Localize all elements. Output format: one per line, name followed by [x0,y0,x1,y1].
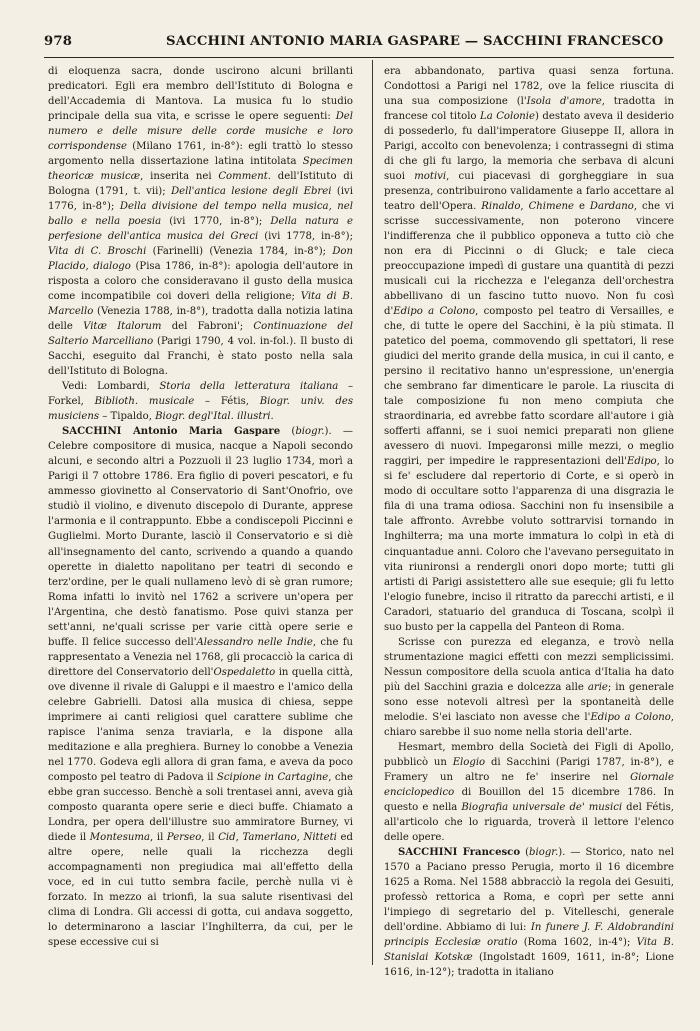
text-span: , il [150,831,167,843]
text-span: , composto pel teatro di Versailles, e che, di tutte le opere del Sacchini, è la più stimata. Il patetico del poema, commovendo gli spettatori, li rese giudici del merito grande della musica, in cui il canto, e persino il recitativo hanno un'espressione, un'energia che sembrano far dimenticare le parole. La riuscita di tale composizione fu non meno compiuta che straordinaria, ed avrebbe fatto scordare all'autore i già sofferti affanni, se i suoi nemici preparati non gliene avessero di nuovi. Impegaronsi mille mezzi, o meglio raggiri, per impedire le rappresentazioni dell' [384,306,674,468]
text-span: , il [201,831,219,843]
italic-span: Vitæ Italorum [83,321,162,333]
page-header [44,34,674,54]
paragraph [48,379,353,424]
italic-span: Continuazione del Salterio Marcelliano [48,321,353,348]
italic-span: Biogr. univ. des musiciens [48,396,353,423]
italic-span: Isola d'amore [526,96,602,108]
left-column [48,64,353,950]
italic-span: Rinaldo [481,201,521,213]
text-span: Vedi: Lombardi, [62,381,160,393]
text-span: (ivi 1778, in-8°); [258,231,353,243]
text-span: ; in generale sono esse notevoli altresì per la spontaneità delle melodie. S'ei lasciato non avesse che l' [384,681,674,723]
italic-span: Biblioth. musicale [94,396,195,408]
text-span: (Farinelli) (Venezia 1784, in-8°); [146,246,333,258]
italic-span: Perseo [166,831,202,843]
text-span: , che vi scrisse successivamente, non poterono vincere l'indifferenza che il pubblico opponeva a tutto ciò che non era di Piccinni o di Gluck; e tale cieca preoccupazione impedì di gustare una quantità di pezzi musicali cui la ricchezza e l'eleganza dell'orchestra abbellivano di un fascino tutto nuovo. Non fu così d' [384,201,674,318]
text-span: del Fabroni'; [161,321,254,333]
italic-span: Elogio [452,756,486,768]
italic-span: Della natura e perfesione dell'antica musica dei Greci [48,216,354,243]
italic-span: Vita di B. Marcello [48,291,353,318]
italic-span: Della divisione del tempo nella musica, nel ballo e nella poesia [48,201,354,228]
page-number: 978 [44,34,73,49]
paragraph [384,635,674,740]
italic-span: Giornale enciclopedico [384,771,674,798]
text-span: e [574,201,590,213]
italic-span: Biogr. degl'Ital. illustri. [155,411,274,423]
italic-span: Scipione in Cartagine [216,771,329,783]
header-rule [44,57,674,58]
text-span: – Tipaldo, [99,411,156,423]
italic-span: Edipo a Colono [590,711,671,723]
text-span: – Forkel, [48,381,353,408]
text-span: (Ingolstadt 1609, 1611, in-8°; Lione 1616, in-12°); tradotta in italiano [384,951,674,978]
running-title: SACCHINI ANTONIO MARIA GASPARE — SACCHINI FRANCESCO [166,34,664,49]
text-span: , chiaro sarebbe il suo nome nella storia dell'arte. [384,711,674,738]
italic-span: arie [587,681,608,693]
italic-span: In funere J. F. Aldobrandini principis Ecclesiæ oratio [384,921,674,948]
italic-span: biogr. [295,426,325,438]
italic-span: Storia della letteratura italiana [159,381,339,393]
text-span: in quella città, ove divenne il rivale di Galuppi e il maestro e l'amico della celebre Gabrielli. Datosi alla musica di chiesa, seppe imprimere ai canti religiosi quel carattere sublime che rapisce l'anima senza traviarla, e la dispone alla meditazione e alla preghiera. Burney lo conobbe a Venezia nel 1770. Godeva egli allora di gran fama, e aveva da poco composto pel teatro di Padova il [48,666,353,783]
text-span: di eloquenza sacra, donde uscirono alcuni brillanti predicatori. Egli era membro dell'Istituto di Bologna e dell'Accademia di Mantova. La musica fu lo studio principale della sua vita, e scrisse le opere seguenti: [48,66,353,123]
text-span: del Fétis, all'articolo che lo riguarda, troverà il lettore l'elenco delle opere. [384,801,674,843]
italic-span: Comment. [218,171,272,183]
text-span: , tradotta in francese col titolo [384,96,674,123]
italic-span: Dardano [589,201,634,213]
text-span: , lo si fe' escludere dal repertorio di Corte, e si operò in modo di occultare sotto l'apparenza di una disgrazia le fila di una trama odiosa. Sacchini non fu insensibile a tale affronto. Avrebbe voluto sottrarvisi tornando in Inghilterra; ma una morte immatura lo colpì in età di cinquantadue anni. Coloro che l'avevano perseguitato in vita riunironsi a rendergli onori dopo morte; tutti gli artisti di Parigi assistettero alle sue esequie; gli fu letto l'elogio funebre, inciso il ritratto da parecchi artisti, e il Caradori, statuario del granduca di Toscana, scolpì il suo busto per la cappella del Panteon di Roma. [384,456,674,633]
text-span: , [296,831,304,843]
paragraph [384,64,674,635]
text-span: (ivi 1770, in-8°); [161,216,271,228]
italic-span: Specimen theoricæ musicæ [48,156,353,183]
italic-span: Alessandro nelle Indie [196,636,313,648]
text-span: dell'Istituto di Bologna (1791, t. vii); [48,171,353,198]
text-span: (Venezia 1788, in-8°), tradotta dalla notizia latina delle [48,306,353,333]
italic-span: Vita B. Stanislai Kotskæ [384,936,674,963]
text-span: ( [520,846,530,858]
italic-span: Biografia universale de' musici [461,801,623,813]
text-span: ed altre opere, nelle quali la ricchezza degli accompagnamenti non pregiudica mai all'effetto della voce, ed in cui tutto sembra facile, perchè nulla vi è forzato. In mezzo ai trionfi, la sua salute risentivasi del clima di Londra. Gli accessi di gotta, cui andava soggetto, lo determinarono a lasciar l'Inghilterra, da cui, per le spese eccessive cui si [48,831,353,948]
text-span: ). — Celebre compositore di musica, nacque a Napoli secondo alcuni, e secondo altri a Pozzuoli il 23 luglio 1734, morì a Parigi il 7 ottobre 1786. Era figlio di poveri pescatori, e fu ammesso giovinetto al Conservatorio di Sant'Onofrio, ove studiò il violino, e divenuto discepolo di Durante, apprese l'armonia e il contrappunto. Ebbe a condiscepoli Piccinni e Guglielmi. Morto Durante, lasciò il Conservatorio e si diè all'insegnamento del canto, scrivendo a quando a quando operette in dialetto napolitano per teatri di secondo e terz'ordine, per le quali nullameno levò di sè gran rumore; Roma infatti lo invitò nel 1762 a scrivere un'opera per l'Argentina, che destò fanatismo. Pose quivi stanza per sett'anni, ne'quali scrisse per varie città opere serie e buffe. Il felice successo dell' [48,426,353,648]
text-span: di Sacchini (Parigi 1787, in-8°), e Framery un altro ne fe' inserire nel [384,756,674,783]
italic-span: Nitteti [303,831,337,843]
text-span: (Parigi 1790, 4 vol. in-fol.). Il busto di Sacchi, eseguito dal Franchi, è stato posto nella sala dell'Istituto di Bologna. [48,336,353,378]
text-span: era abbandonato, partiva quasi senza fortuna. Condottosi a Parigi nel 1782, ove la felice riuscita di una sua composizione (l' [384,66,674,108]
text-span: (Pisa 1786, in-8°): apologia dell'autore in risposta a coloro che consideravano il gusto della musica come incompatibile coi doveri della religione; [48,261,353,303]
italic-span: Cid [218,831,236,843]
italic-span: Vita di C. Broschi [48,246,147,258]
text-span: Hesmart, membro della Società dei Figli di Apollo, pubblicò un [384,741,674,768]
text-span: ) destato aveva il desiderio di possederlo, fu dall'imperatore Giuseppe II, allora in Parigi, accolto con benevolenza; i contrassegni di stima di che gli fu largo, la memoria che serbava di alcuni suoi [384,111,674,183]
italic-span: Dell'antica lesione degli Ebrei [171,186,332,198]
text-span: , [520,201,529,213]
italic-span: Montesuma [89,831,151,843]
italic-span: motivi [414,171,447,183]
right-column [384,64,674,980]
italic-span: Chimene [528,201,575,213]
text-span: (Milano 1761, in-8°): egli trattò lo stesso argomento nella dissertazione latina intitolata [48,141,353,168]
text-span: , [235,831,243,843]
text-span: , cui piacevasi di gorgheggiare in sua presenza, contribuirono validamente a farlo accettare al teatro dell'Opera. [384,171,674,213]
italic-span: La Colonie [480,111,536,123]
entry-heading: SACCHINI Antonio Maria Gaspare [62,426,281,438]
italic-span: biogr. [529,846,559,858]
text-span: ( [280,426,296,438]
paragraph [48,424,353,950]
italic-span: Tamerlano [242,831,297,843]
text-span: Scrisse con purezza ed eleganza, e trovò nella strumentazione magici effetti con mezzi semplicissimi. Nessun compositore della scuola antica d'Italia ha dato più del Sacchini grazia e dolcezza alle [384,636,674,693]
text-span: , che fu rappresentato a Venezia nel 1768, gli procacciò la carica di direttore del Conservatorio dell' [48,636,353,678]
italic-span: Don Placido, dialogo [48,246,354,273]
italic-span: Del numero e delle misure delle corde musiche e loro corrispondense [48,111,353,153]
text-span: , che ebbe gran successo. Benchè a soli trentasei anni, aveva già composto quaranta opere serie e dieci buffe. Chiamato a Londra, per opera dell'illustre suo ammiratore Burney, vi diede il [48,771,353,843]
text-span: , inserita nei [140,171,219,183]
text-span: (ivi 1776, in-8°); [48,186,353,213]
paragraph [384,740,674,845]
text-span: – Fétis, [194,396,260,408]
italic-span: Ospedaletto [213,666,276,678]
entry-heading: SACCHINI Francesco [398,846,521,858]
column-divider [372,60,373,965]
paragraph [48,64,353,379]
text-span: di Bouillon del 15 dicembre 1786. In questo e nella [384,786,674,813]
italic-span: Edipo [627,456,657,468]
text-span: ). — Storico, nato nel 1570 a Paciano presso Perugia, morto il 16 dicembre 1625 a Roma. Nel 1588 abbracciò la regola dei Gesuiti, professò rettorica a Roma, e coprì per sette anni l'impiego di segretario del p. Vitelleschi, generale dell'ordine. Abbiamo di lui: [384,846,674,933]
italic-span: Edipo a Colono [393,306,476,318]
text-span: (Roma 1602, in-4°); [517,936,637,948]
paragraph [384,845,674,980]
